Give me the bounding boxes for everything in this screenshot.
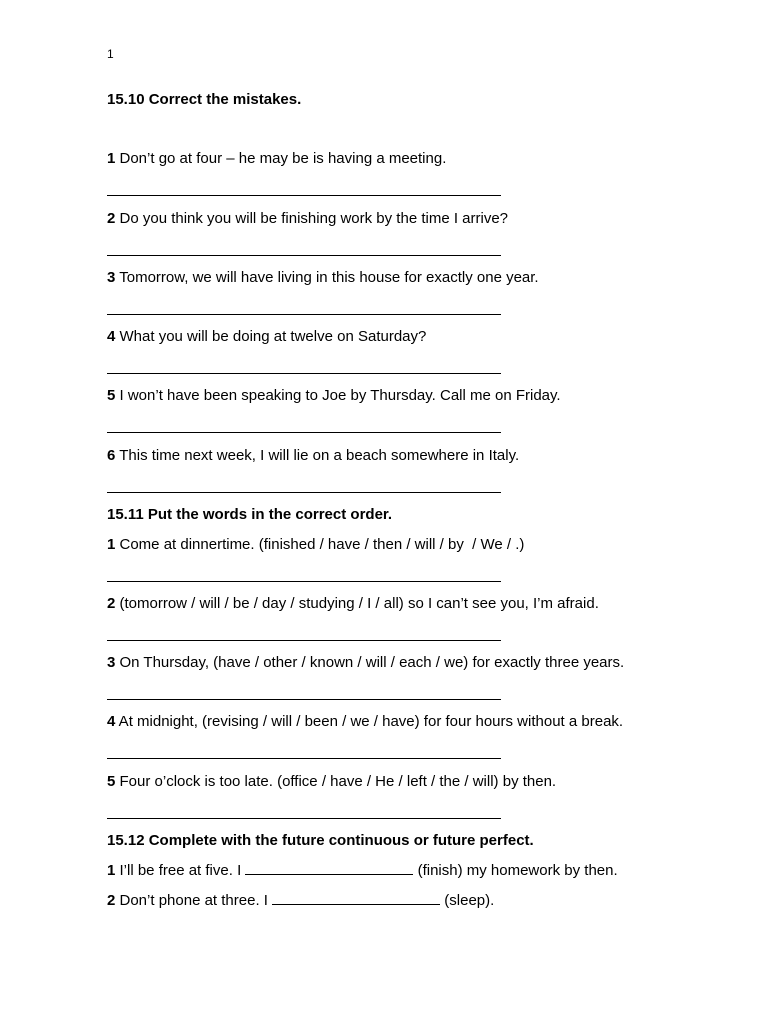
answer-line[interactable] — [107, 699, 501, 700]
item-number: 3 — [107, 269, 116, 286]
item-text: Tomorrow, we will have living in this house for exactly one year. — [115, 269, 539, 286]
section-heading-15-12: 15.12 Complete with the future continuous or future perfect. — [107, 832, 534, 849]
item-number: 2 — [107, 210, 116, 227]
item-text: (sleep). — [440, 892, 495, 909]
exercise-item — [107, 536, 524, 554]
answer-line[interactable] — [107, 492, 501, 493]
item-text: Do you think you will be finishing work by the time I arrive? — [115, 210, 509, 227]
item-text: Come at dinnertime. (finished / have / then / will / by / We / .) — [115, 536, 525, 553]
exercise-item — [107, 713, 623, 731]
item-text: I’ll be free at five. I — [115, 862, 246, 879]
answer-line[interactable] — [107, 432, 501, 433]
item-text: On Thursday, (have / other / known / will / each / we) for exactly three years. — [115, 654, 625, 671]
exercise-item — [107, 328, 426, 346]
exercise-item — [107, 210, 508, 228]
item-number: 1 — [107, 536, 116, 553]
exercise-item — [107, 595, 599, 613]
item-text: This time next week, I will lie on a beach somewhere in Italy. — [115, 447, 520, 464]
item-text: Don’t go at four – he may be is having a meeting. — [115, 150, 447, 167]
answer-line[interactable] — [107, 818, 501, 819]
exercise-item — [107, 150, 446, 168]
page-number: 1 — [107, 47, 114, 61]
item-text: At midnight, (revising / will / been / we / have) for four hours without a break. — [115, 713, 624, 730]
item-number: 2 — [107, 595, 116, 612]
item-number: 5 — [107, 773, 116, 790]
answer-line[interactable] — [107, 255, 501, 256]
answer-line[interactable] — [107, 195, 501, 196]
exercise-item — [107, 269, 539, 287]
exercise-item — [107, 447, 519, 465]
answer-line[interactable] — [107, 640, 501, 641]
fill-in-blank[interactable] — [272, 891, 440, 905]
item-text: I won’t have been speaking to Joe by Thursday. Call me on Friday. — [115, 387, 561, 404]
fill-in-blank[interactable] — [245, 861, 413, 875]
exercise-item — [107, 891, 494, 910]
item-text: Don’t phone at three. I — [115, 892, 273, 909]
exercise-item — [107, 773, 556, 791]
item-number: 5 — [107, 387, 116, 404]
item-text: (finish) my homework by then. — [413, 862, 618, 879]
item-number: 3 — [107, 654, 116, 671]
item-text: (tomorrow / will / be / day / studying / I / all) so I can’t see you, I’m afraid. — [115, 595, 599, 612]
item-text: Four o’clock is too late. (office / have / He / left / the / will) by then. — [115, 773, 557, 790]
item-number: 1 — [107, 862, 116, 879]
answer-line[interactable] — [107, 314, 501, 315]
section-heading-15-11: 15.11 Put the words in the correct order. — [107, 506, 393, 523]
item-number: 2 — [107, 892, 116, 909]
answer-line[interactable] — [107, 581, 501, 582]
answer-line[interactable] — [107, 373, 501, 374]
item-number: 4 — [107, 328, 116, 345]
answer-line[interactable] — [107, 758, 501, 759]
item-text: What you will be doing at twelve on Saturday? — [115, 328, 427, 345]
exercise-item — [107, 387, 561, 405]
exercise-item — [107, 861, 618, 880]
exercise-item — [107, 654, 624, 672]
item-number: 6 — [107, 447, 116, 464]
section-heading-15-10: 15.10 Correct the mistakes. — [107, 91, 302, 108]
item-number: 4 — [107, 713, 116, 730]
item-number: 1 — [107, 150, 116, 167]
